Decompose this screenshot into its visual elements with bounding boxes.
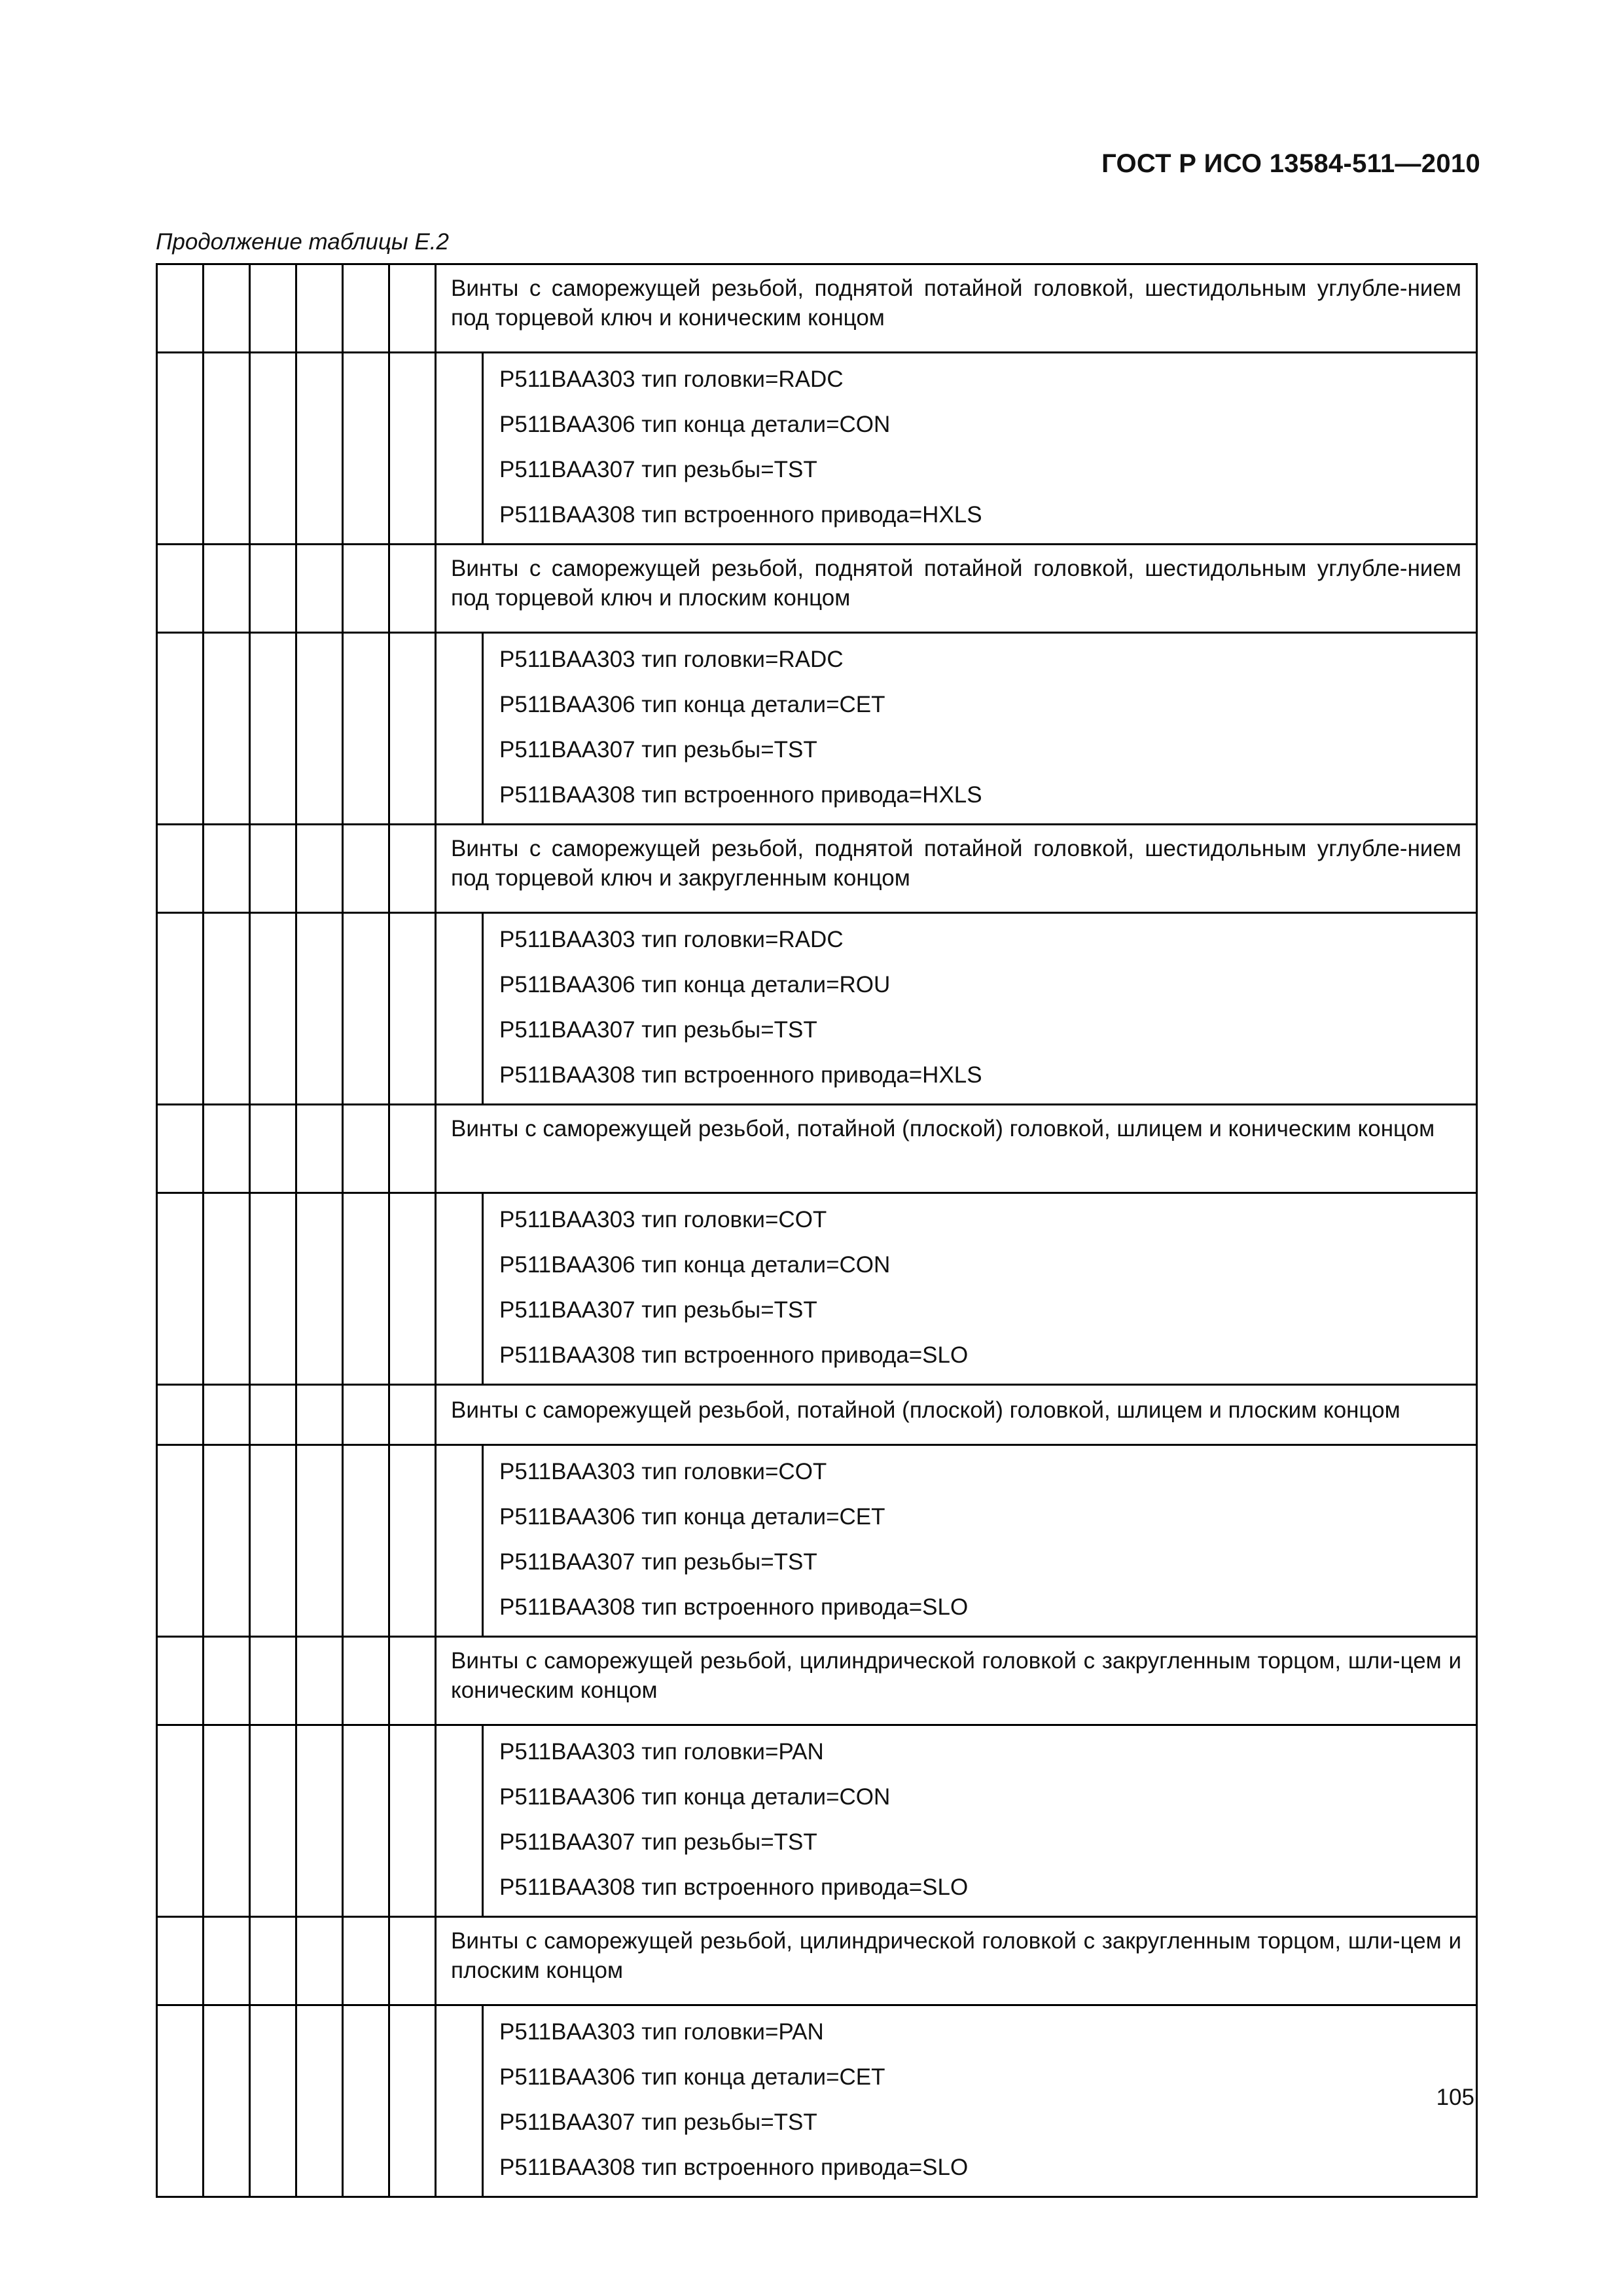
empty-column-cell [250, 1445, 296, 1637]
empty-column-cell [343, 913, 389, 1105]
attribute-list [483, 1445, 1477, 1637]
group-title: Винты с саморежущей резьбой, поднятой потайной головкой, шестидольным углубле-нием под торцевой ключ и закругленным концом [436, 825, 1477, 913]
empty-column-cell [157, 633, 204, 825]
empty-column-cell [250, 2005, 296, 2197]
empty-column-cell [296, 2005, 343, 2197]
attribute-item: P511BAA303 тип головки=RADC [499, 367, 844, 392]
empty-column-cell [389, 1917, 436, 2005]
attribute-item: P511BAA307 тип резьбы=TST [499, 1017, 817, 1043]
empty-column-cell [204, 633, 250, 825]
group-title-row [157, 264, 1477, 353]
empty-column-cell [296, 1637, 343, 1725]
attribute-item: P511BAA308 тип встроенного привода=SLO [499, 1342, 969, 1368]
attribute-item: P511BAA303 тип головки=RADC [499, 927, 844, 952]
empty-column-cell [389, 545, 436, 633]
group-title-row [157, 1385, 1477, 1445]
empty-column-cell [343, 1917, 389, 2005]
group-title: Винты с саморежущей резьбой, потайной (плоской) головкой, шлицем и плоским концом [436, 1385, 1477, 1445]
attribute-item: P511BAA308 тип встроенного привода=SLO [499, 1874, 969, 1900]
empty-column-cell [343, 264, 389, 353]
empty-column-cell [250, 1917, 296, 2005]
attribute-item: P511BAA303 тип головки=COT [499, 1207, 827, 1232]
empty-column-cell [250, 825, 296, 913]
attribute-item: P511BAA306 тип конца детали=CON [499, 412, 891, 437]
empty-column-cell [296, 545, 343, 633]
empty-column-cell [250, 264, 296, 353]
empty-column-cell [157, 1385, 204, 1445]
empty-column-cell [436, 1445, 483, 1637]
group-title: Винты с саморежущей резьбой, цилиндрической головкой с закругленным торцом, шли-цем и коническим концом [436, 1637, 1477, 1725]
empty-column-cell [250, 1725, 296, 1917]
empty-column-cell [204, 1917, 250, 2005]
group-title-row [157, 1637, 1477, 1725]
attribute-item: P511BAA308 тип встроенного привода=SLO [499, 2155, 969, 2180]
attribute-item: P511BAA306 тип конца детали=CON [499, 1784, 891, 1810]
group-attributes-row [157, 633, 1477, 825]
empty-column-cell [389, 1385, 436, 1445]
attribute-item: P511BAA307 тип резьбы=TST [499, 737, 817, 762]
group-attributes-row [157, 913, 1477, 1105]
attribute-item: P511BAA308 тип встроенного привода=HXLS [499, 782, 982, 808]
empty-column-cell [157, 264, 204, 353]
empty-column-cell [157, 2005, 204, 2197]
empty-column-cell [343, 1385, 389, 1445]
empty-column-cell [157, 545, 204, 633]
empty-column-cell [204, 1445, 250, 1637]
attribute-item: P511BAA307 тип резьбы=TST [499, 457, 817, 482]
empty-column-cell [250, 545, 296, 633]
empty-column-cell [250, 1105, 296, 1193]
empty-column-cell [389, 1637, 436, 1725]
empty-column-cell [389, 1445, 436, 1637]
attribute-item: P511BAA306 тип конца детали=CET [499, 692, 885, 717]
empty-column-cell [296, 633, 343, 825]
empty-column-cell [343, 1445, 389, 1637]
empty-column-cell [296, 1725, 343, 1917]
empty-column-cell [389, 1105, 436, 1193]
page-number: 105 [1436, 2085, 1474, 2110]
empty-column-cell [157, 353, 204, 545]
group-title: Винты с саморежущей резьбой, поднятой потайной головкой, шестидольным углубле-нием под торцевой ключ и плоским концом [436, 545, 1477, 633]
empty-column-cell [157, 913, 204, 1105]
empty-column-cell [157, 1637, 204, 1725]
empty-column-cell [204, 913, 250, 1105]
empty-column-cell [343, 633, 389, 825]
empty-column-cell [389, 825, 436, 913]
attribute-item: P511BAA306 тип конца детали=CET [499, 1504, 885, 1530]
attribute-item: P511BAA308 тип встроенного привода=SLO [499, 1594, 969, 1620]
empty-column-cell [389, 264, 436, 353]
empty-column-cell [296, 264, 343, 353]
empty-column-cell [204, 1385, 250, 1445]
attribute-list [483, 353, 1477, 545]
attribute-list [483, 1725, 1477, 1917]
empty-column-cell [343, 1193, 389, 1385]
document-code: ГОСТ Р ИСО 13584-511—2010 [1101, 149, 1480, 178]
table-caption: Продолжение таблицы Е.2 [156, 229, 449, 255]
group-title-row [157, 825, 1477, 913]
group-attributes-row [157, 1725, 1477, 1917]
empty-column-cell [343, 825, 389, 913]
empty-column-cell [436, 2005, 483, 2197]
empty-column-cell [389, 913, 436, 1105]
empty-column-cell [296, 1105, 343, 1193]
group-title: Винты с саморежущей резьбой, поднятой потайной головкой, шестидольным углубле-нием под торцевой ключ и коническим концом [436, 264, 1477, 353]
empty-column-cell [389, 633, 436, 825]
attribute-item: P511BAA308 тип встроенного привода=HXLS [499, 502, 982, 528]
empty-column-cell [389, 2005, 436, 2197]
attribute-item: P511BAA303 тип головки=PAN [499, 2019, 824, 2045]
empty-column-cell [204, 353, 250, 545]
empty-column-cell [296, 1385, 343, 1445]
empty-column-cell [204, 825, 250, 913]
empty-column-cell [157, 1193, 204, 1385]
empty-column-cell [296, 1193, 343, 1385]
attribute-item: P511BAA307 тип резьбы=TST [499, 2109, 817, 2135]
empty-column-cell [296, 825, 343, 913]
attribute-item: P511BAA307 тип резьбы=TST [499, 1297, 817, 1323]
attribute-item: P511BAA307 тип резьбы=TST [499, 1549, 817, 1575]
empty-column-cell [204, 1105, 250, 1193]
empty-column-cell [436, 1725, 483, 1917]
group-title: Винты с саморежущей резьбой, цилиндрической головкой с закругленным торцом, шли-цем и плоским концом [436, 1917, 1477, 2005]
group-title-row [157, 1105, 1477, 1193]
empty-column-cell [389, 1193, 436, 1385]
empty-column-cell [250, 1637, 296, 1725]
attribute-item: P511BAA306 тип конца детали=CET [499, 2064, 885, 2090]
empty-column-cell [157, 1725, 204, 1917]
empty-column-cell [250, 633, 296, 825]
attribute-item: P511BAA303 тип головки=PAN [499, 1739, 824, 1765]
attribute-item: P511BAA306 тип конца детали=CON [499, 1252, 891, 1278]
empty-column-cell [204, 1193, 250, 1385]
empty-column-cell [343, 1725, 389, 1917]
empty-column-cell [343, 545, 389, 633]
empty-column-cell [296, 913, 343, 1105]
attribute-item: P511BAA307 тип резьбы=TST [499, 1829, 817, 1855]
empty-column-cell [204, 264, 250, 353]
empty-column-cell [250, 353, 296, 545]
attribute-list [483, 633, 1477, 825]
group-attributes-row [157, 1193, 1477, 1385]
empty-column-cell [296, 1445, 343, 1637]
empty-column-cell [250, 1193, 296, 1385]
group-attributes-row [157, 1445, 1477, 1637]
empty-column-cell [296, 1917, 343, 2005]
table-body [157, 264, 1477, 2197]
empty-column-cell [436, 353, 483, 545]
empty-column-cell [436, 913, 483, 1105]
empty-column-cell [436, 633, 483, 825]
empty-column-cell [343, 1637, 389, 1725]
empty-column-cell [389, 1725, 436, 1917]
empty-column-cell [157, 1105, 204, 1193]
empty-column-cell [204, 1725, 250, 1917]
empty-column-cell [204, 1637, 250, 1725]
empty-column-cell [157, 1917, 204, 2005]
attribute-item: P511BAA308 тип встроенного привода=HXLS [499, 1062, 982, 1088]
group-attributes-row [157, 2005, 1477, 2197]
attribute-list [483, 2005, 1477, 2197]
empty-column-cell [343, 2005, 389, 2197]
empty-column-cell [157, 825, 204, 913]
group-title: Винты с саморежущей резьбой, потайной (плоской) головкой, шлицем и коническим концом [436, 1105, 1477, 1193]
attribute-list [483, 1193, 1477, 1385]
attribute-item: P511BAA306 тип конца детали=ROU [499, 972, 891, 997]
empty-column-cell [157, 1445, 204, 1637]
empty-column-cell [343, 1105, 389, 1193]
attribute-item: P511BAA303 тип головки=RADC [499, 647, 844, 672]
group-title-row [157, 1917, 1477, 2005]
attribute-item: P511BAA303 тип головки=COT [499, 1459, 827, 1484]
empty-column-cell [436, 1193, 483, 1385]
empty-column-cell [389, 353, 436, 545]
empty-column-cell [250, 913, 296, 1105]
group-attributes-row [157, 353, 1477, 545]
empty-column-cell [343, 353, 389, 545]
empty-column-cell [250, 1385, 296, 1445]
group-title-row [157, 545, 1477, 633]
specification-table [156, 263, 1478, 2198]
empty-column-cell [296, 353, 343, 545]
empty-column-cell [204, 545, 250, 633]
attribute-list [483, 913, 1477, 1105]
empty-column-cell [204, 2005, 250, 2197]
